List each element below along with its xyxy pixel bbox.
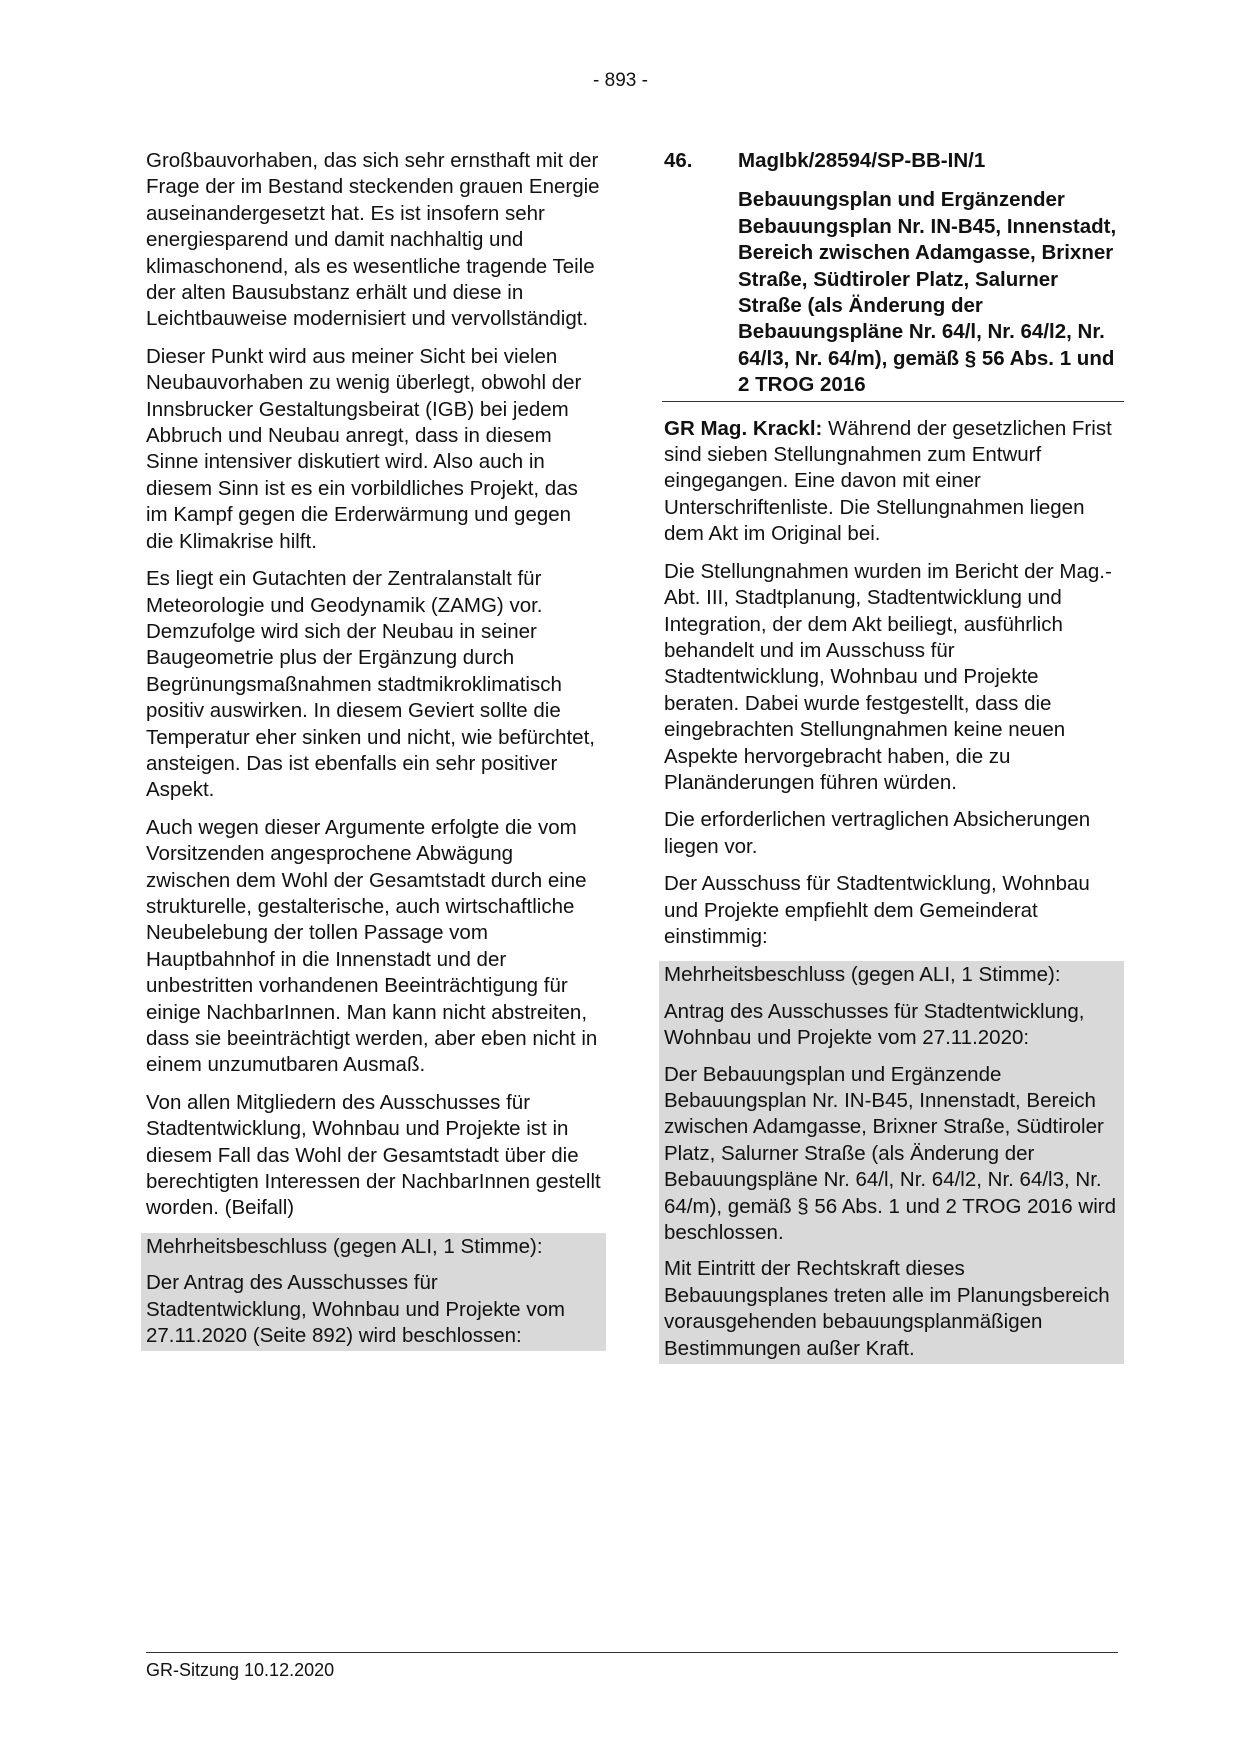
agenda-item-header <box>664 148 1119 174</box>
speaker-name: GR Mag. Krackl: <box>664 416 823 440</box>
footer-text: GR-Sitzung 10.12.2020 <box>146 1660 335 1680</box>
divider <box>662 401 1124 402</box>
resolution-box: Mehrheitsbeschluss (gegen ALI, 1 Stimme): <box>141 1233 606 1269</box>
paragraph: Von allen Mitgliedern des Ausschusses für Stadtentwicklung, Wohnbau und Projekte ist in diesem Fall das Wohl der Gesamtstadt über die berechtigten Interessen der NachbarInnen gestellt worden. (Beifall) <box>146 1090 601 1220</box>
effect-box: Mit Eintritt der Rechtskraft dieses Bebauungsplanes treten alle im Planungsbereich vorausgehenden bebauungsplanmäßigen Bestimmungen außer Kraft. <box>659 1255 1124 1364</box>
decision-box: Der Bebauungsplan und Ergänzende Bebauungsplan Nr. IN-B45, Innenstadt, Bereich zwischen Adamgasse, Brixner Straße, Südtiroler Platz, Salurner Straße (als Änderung der Bebauungspläne Nr. 64/l, Nr. 64/l2, Nr. 64/l3, Nr. 64/m), gemäß § 56 Abs. 1 und 2 TROG 2016 wird beschlossen. <box>659 1061 1124 1256</box>
paragraph: Es liegt ein Gutachten der Zentralanstalt für Meteorologie und Geodynamik (ZAMG) vor. Demzufolge wird sich der Neubau in seiner Baugeometrie plus der Ergänzung durch Begrünungsmaßnahmen stadtmikroklimatisch positiv auswirken. In diesem Geviert sollte die Temperatur eher sinken und nicht, wie befürchtet, ansteigen. Das ist ebenfalls ein sehr positiver Aspekt. <box>146 567 595 802</box>
agenda-item-code: MagIbk/28594/SP-BB-IN/1 <box>738 149 986 172</box>
speaker-paragraph <box>664 416 1119 548</box>
paragraph: Auch wegen dieser Argumente erfolgte die vom Vorsitzenden angesprochene Abwägung zwischen dem Wohl der Gesamtstadt durch eine strukturelle, gestalterische, auch wirtschaftliche Neubelebung der tollen Passage vom Hauptbahnhof in die Innenstadt und der unbestritten vorhandenen Beeinträchtigung für einige NachbarInnen. Man kann nicht abstreiten, dass sie beeinträchtigt werden, aber eben nicht in einem unzumutbaren Ausmaß. <box>146 815 598 1077</box>
paragraph: Der Ausschuss für Stadtentwicklung, Wohnbau und Projekte empfiehlt dem Gemeinderat einstimmig: <box>664 872 1090 948</box>
paragraph: Die erforderlichen vertraglichen Absicherungen liegen vor. <box>664 808 1091 858</box>
agenda-item-number: 46. <box>664 149 693 172</box>
right-column <box>664 148 1119 1375</box>
paragraph: Dieser Punkt wird aus meiner Sicht bei vielen Neubauvorhaben zu wenig überlegt, obwohl der Innsbrucker Gestaltungsbeirat (IGB) bei jedem Abbruch und Neubau anregt, dass in diesem Sinne intensiver diskutiert wird. Also auch in diesem Sinn ist es ein vorbildliches Projekt, das im Kampf gegen die Erderwärmung und gegen die Klimakrise hilft. <box>146 344 582 553</box>
agenda-item-title: Bebauungsplan und Ergänzender Bebauungsplan Nr. IN-B45, Innenstadt, Bereich zwischen Adamgasse, Brixner Straße, Südtiroler Platz, Salurner Straße (als Änderung der Bebauungspläne Nr. 64/l, Nr. 64/l2, Nr. 64/l3, Nr. 64/m), gemäß § 56 Abs. 1 und 2 TROG 2016 <box>738 188 1117 397</box>
paragraph: Großbauvorhaben, das sich sehr ernsthaft mit der Frage der im Bestand steckenden grauen Energie auseinandergesetzt hat. Es ist insofern sehr energiesparend und damit nachhaltig und klimaschonend, als es wesentliche tragende Teile der alten Bausubstanz erhält und diese in Leichtbauweise modernisiert und vervollständigt. <box>146 149 600 331</box>
paragraph: Die Stellungnahmen wurden im Bericht der Mag.-Abt. III, Stadtplanung, Stadtentwicklung und Integration, der dem Akt beiliegt, ausführlich behandelt und im Ausschuss für Stadtentwicklung, Wohnbau und Projekte beraten. Dabei wurde festgestellt, dass die eingebrachten Stellungnahmen keine neuen Aspekte hervorgebracht haben, die zu Planänderungen führen würden. <box>664 559 1112 794</box>
motion-box: Der Antrag des Ausschusses für Stadtentwicklung, Wohnbau und Projekte vom 27.11.2020 (Seite 892) wird beschlossen: <box>141 1269 606 1351</box>
page-number: - 893 - <box>593 70 648 91</box>
resolution-box: Mehrheitsbeschluss (gegen ALI, 1 Stimme): <box>659 961 1124 997</box>
speaker-text: Während der gesetzlichen Frist sind sieben Stellungnahmen zum Entwurf eingegangen. Eine davon mit einer Unterschriftenliste. Die Stellungnahmen liegen dem Akt im Original bei. <box>664 416 1112 546</box>
left-column <box>146 148 601 1362</box>
motion-box: Antrag des Ausschusses für Stadtentwicklung, Wohnbau und Projekte vom 27.11.2020: <box>659 998 1124 1061</box>
footer-divider <box>146 1652 1118 1653</box>
